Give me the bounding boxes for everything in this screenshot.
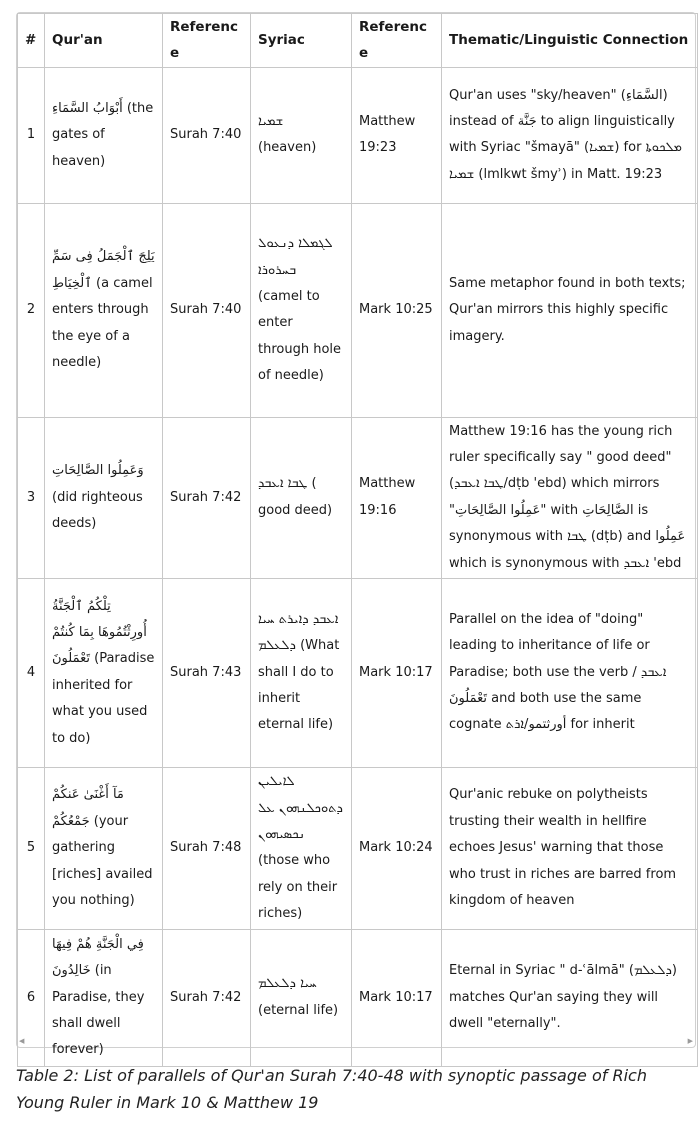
syriac-cell: ܠܓܡܠܐ ܕܢܥܘܠ ܒܚܪܘܪܐ (camel to enter through hole of needle) (251, 203, 352, 417)
syriac-reference-cell: Mark 10:24 (352, 767, 442, 929)
quran-reference-cell: Surah 7:43 (163, 578, 251, 767)
syriac-reference-cell: Mark 10:25 (352, 203, 442, 417)
quran-cell: وَعَمِلُوا الصَّالِحَاتِ (did righteous deeds) (45, 417, 163, 578)
quran-reference-cell: Surah 7:40 (163, 67, 251, 203)
quran-reference-cell: Surah 7:48 (163, 767, 251, 929)
quran-cell: يَلِجَ ٱلْجَمَلُ فِى سَمِّ ٱلْخِيَاطِ (a camel enters through the eye of a needle) (45, 203, 163, 417)
connection-cell: Qur'anic rebuke on polytheists trusting their wealth in hellfire echoes Jesus' warning that those who trust in riches are barred from kingdom of heaven (442, 767, 698, 929)
syriac-cell: ܠܐܝܠܝܢ ܕܬܘܟܠܢܗܘܢ ܥܠ ܢܟܣܝܗܘܢ (those who rely on their riches) (251, 767, 352, 929)
table-row (18, 767, 698, 929)
connection-cell: Eternal in Syriac " d-ʿālmā" (ܕܠܥܠܡ) matches Qur'an saying they will dwell "eternally". (442, 929, 698, 1066)
header-connection: Thematic/Linguistic Connection (442, 14, 698, 68)
quran-reference-cell: Surah 7:42 (163, 417, 251, 578)
table-caption: Table 2: List of parallels of Qur'an Surah 7:40-48 with synoptic passage of Rich Young Ruler in Mark 10 & Matthew 19 (16, 1066, 647, 1112)
scroll-left-icon[interactable]: ◀ (19, 1037, 25, 1045)
syriac-reference-cell: Matthew 19:23 (352, 67, 442, 203)
connection-cell: Parallel on the idea of "doing" leading to inheritance of life or Paradise; both use the verb / ܐܥܒܕ تَعْمَلُونَ and both use the same cognate أورثتمو/ܐܪܬ for inherit (442, 578, 698, 767)
row-number: 4 (18, 578, 45, 767)
syriac-cell: ܫܡܝܐ (heaven) (251, 67, 352, 203)
table-row (18, 203, 698, 417)
quran-cell: أَبْوَابُ السَّمَاءِ (the gates of heaven) (45, 67, 163, 203)
connection-cell: Matthew 19:16 has the young rich ruler specifically say " good deed" (ܛܒܐ ܐܥܒܕ/dṭb 'ebd) which mirrors "عَمِلُوا الصَّالِحَاتِ" with الصَّالِحَاتِ is synonymous with ܛܒܐ (dṭb) and عَمِلُوا which is synonymous with ܐܥܒܕ 'ebd (442, 417, 698, 578)
syriac-cell: ܐܥܒܕ ܕܐܝܪܬ ܚܝܐ ܕܠܥܠܡ (What shall I do to inherit eternal life) (251, 578, 352, 767)
table-row (18, 67, 698, 203)
parallels-table (17, 13, 698, 1067)
row-number: 3 (18, 417, 45, 578)
connection-cell: Same metaphor found in both texts; Qur'an mirrors this highly specific imagery. (442, 203, 698, 417)
header-quran-reference: Reference (163, 14, 251, 68)
row-number: 6 (18, 929, 45, 1066)
row-number: 2 (18, 203, 45, 417)
quran-reference-cell: Surah 7:42 (163, 929, 251, 1066)
header-syriac: Syriac (251, 14, 352, 68)
syriac-cell: ܛܒܐ ܐܥܒܕ ( good deed) (251, 417, 352, 578)
scroll-right-icon[interactable]: ▶ (687, 1037, 693, 1045)
table-header-row (18, 14, 698, 68)
quran-reference-cell: Surah 7:40 (163, 203, 251, 417)
quran-cell: فِي الْجَنَّةِ هُمْ فِيهَا خَالِدُونَ (in Paradise, they shall dwell forever) (45, 929, 163, 1066)
table-row (18, 417, 698, 578)
header-syriac-reference: Reference (352, 14, 442, 68)
parallels-table-container (16, 12, 696, 1058)
connection-cell: Qur'an uses "sky/heaven" (السَّمَاءِ) instead of جَنَّة to align linguistically with Syriac "šmayā" (ܫܡܝܐ) for ܡܠܟܘܬܐ ܫܡܝܐ (lmlkwt šmyʾ) in Matt. 19:23 (442, 67, 698, 203)
horizontal-scrollbar[interactable] (16, 1036, 696, 1048)
quran-cell: تِلْكُمُ ٱلْجَنَّةُ أُورِثْتُمُوهَا بِمَا كُنتُمْ تَعْمَلُونَ (Paradise inherited for what you used to do) (45, 578, 163, 767)
quran-cell: مَآ أَغْنَىٰ عَنكُمْ جَمْعُكُمْ (your gathering [riches] availed you nothing) (45, 767, 163, 929)
header-quran: Qur'an (45, 14, 163, 68)
syriac-cell: ܚܝܐ ܕܠܥܠܡ (eternal life) (251, 929, 352, 1066)
row-number: 1 (18, 67, 45, 203)
syriac-reference-cell: Mark 10:17 (352, 929, 442, 1066)
header-number: # (18, 14, 45, 68)
syriac-reference-cell: Matthew 19:16 (352, 417, 442, 578)
syriac-reference-cell: Mark 10:17 (352, 578, 442, 767)
table-row (18, 578, 698, 767)
row-number: 5 (18, 767, 45, 929)
